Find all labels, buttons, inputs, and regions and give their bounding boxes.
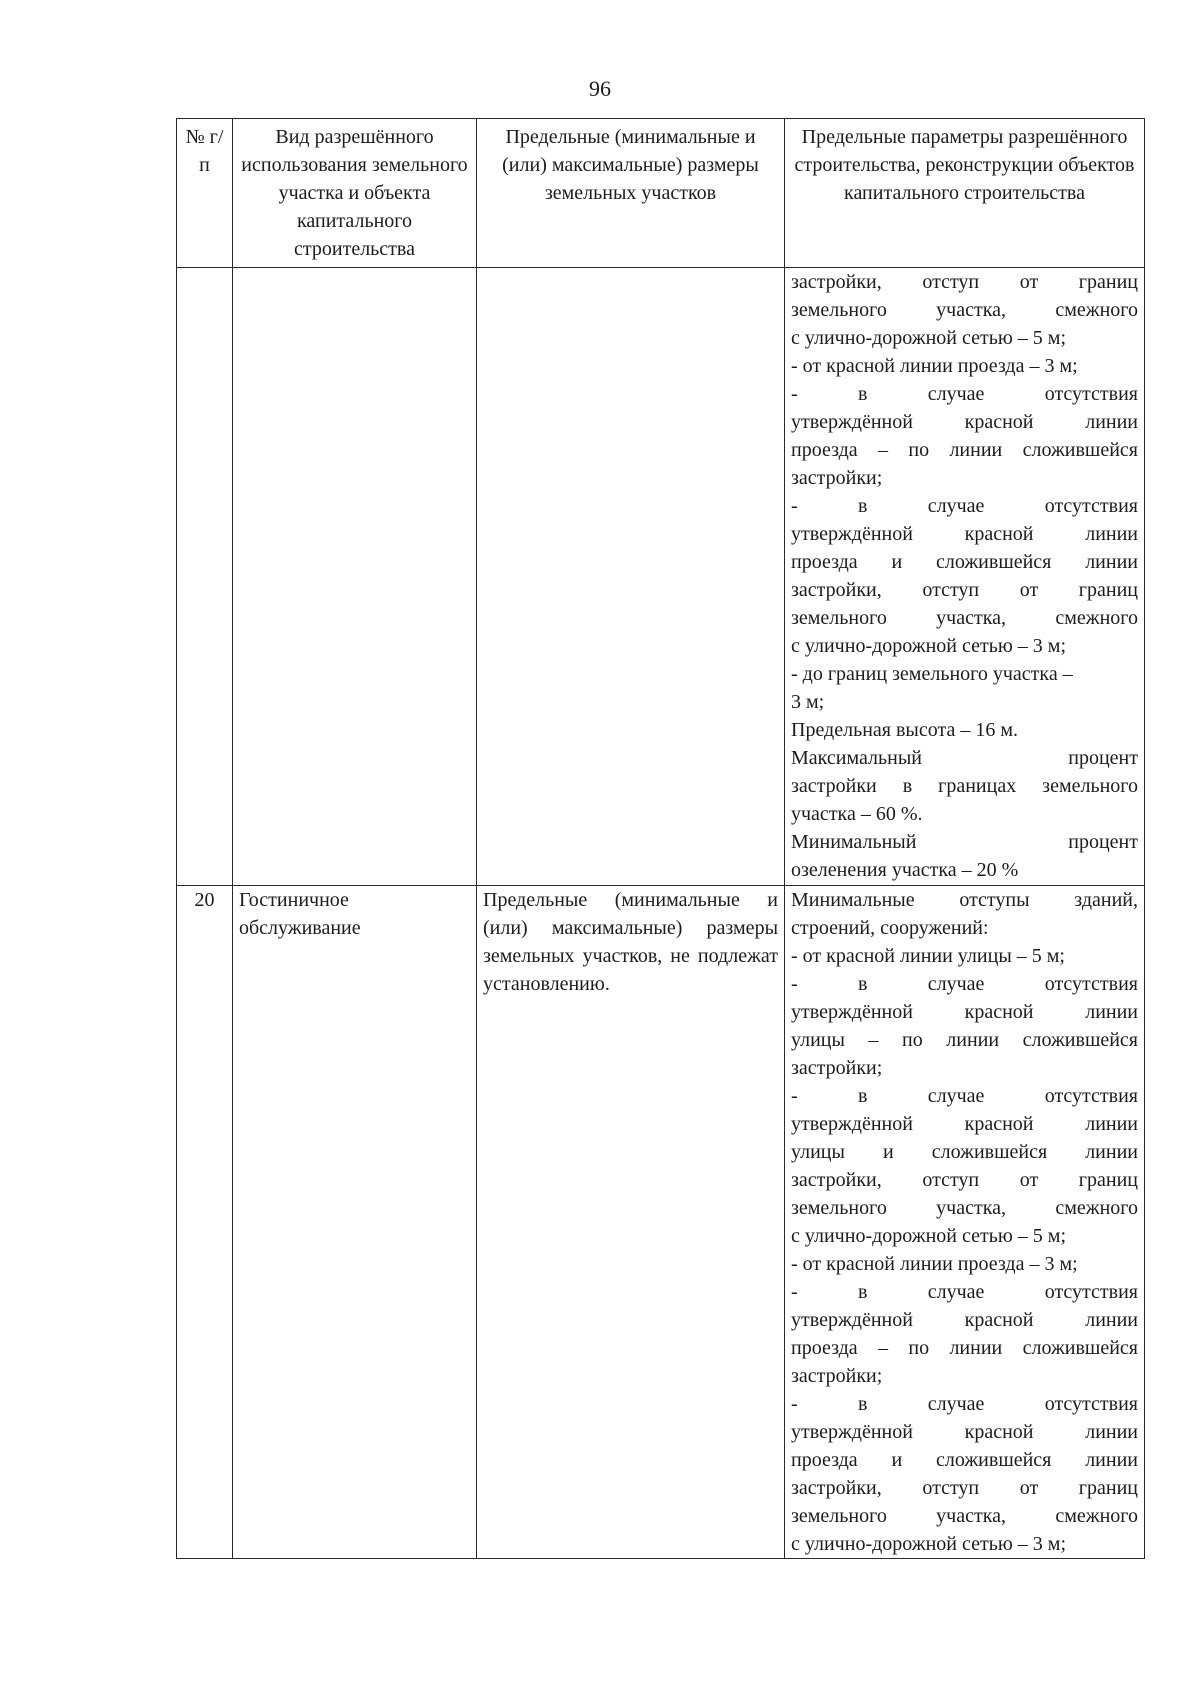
params-line: проезда – по линии сложившейся <box>791 1337 1138 1359</box>
params-line: улицы и сложившейся линии <box>791 1141 1138 1163</box>
params-line: - в случае отсутствия <box>791 973 1138 995</box>
params-line: застройки, отступ от границ <box>791 1477 1138 1499</box>
header-construction-params: Предельные параметры разрешённого строительства, реконструкции объектов капитального строительства <box>785 119 1145 268</box>
params-line: участка – 60 %. <box>791 803 923 825</box>
params-line: Минимальные отступы зданий, <box>791 889 1138 911</box>
params-line: - от красной линии улицы – 5 м; <box>791 945 1065 967</box>
page-number: 96 <box>589 76 611 101</box>
params-line: с улично-дорожной сетью – 3 м; <box>791 635 1067 657</box>
params-line: застройки в границах земельного <box>791 775 1138 797</box>
params-line: утверждённой красной линии <box>791 1309 1138 1331</box>
cell-sizes-continued <box>477 268 785 886</box>
params-line: застройки, отступ от границ <box>791 579 1138 601</box>
params-line: - в случае отсутствия <box>791 495 1138 517</box>
params-line: застройки, отступ от границ <box>791 1169 1138 1191</box>
params-line: - от красной линии проезда – 3 м; <box>791 355 1078 377</box>
params-line: застройки, отступ от границ <box>791 271 1138 293</box>
params-line: земельного участка, смежного <box>791 299 1138 321</box>
params-line: проезда и сложившейся линии <box>791 1449 1138 1471</box>
cell-use-type-continued <box>233 268 477 886</box>
params-line: земельного участка, смежного <box>791 1505 1138 1527</box>
params-line: с улично-дорожной сетью – 5 м; <box>791 1225 1067 1247</box>
header-number: № г/п <box>177 119 233 268</box>
params-line: строений, сооружений: <box>791 917 989 939</box>
params-line: земельного участка, смежного <box>791 607 1138 629</box>
params-line: Максимальный процент <box>791 747 1138 769</box>
params-line: застройки; <box>791 1365 883 1387</box>
params-line: - в случае отсутствия <box>791 383 1138 405</box>
params-line: утверждённой красной линии <box>791 523 1138 545</box>
params-line: озеленения участка – 20 % <box>791 859 1019 881</box>
params-line: Минимальный процент <box>791 831 1138 853</box>
params-line: проезда и сложившейся линии <box>791 551 1138 573</box>
params-line: 3 м; <box>791 691 825 713</box>
params-line: - в случае отсутствия <box>791 1393 1138 1415</box>
table-header-row <box>177 119 1145 268</box>
zoning-regulations-table <box>176 118 1145 1559</box>
params-line: утверждённой красной линии <box>791 1113 1138 1135</box>
params-line: Предельная высота – 16 м. <box>791 719 1019 741</box>
params-line: утверждённой красной линии <box>791 411 1138 433</box>
params-line: - в случае отсутствия <box>791 1281 1138 1303</box>
cell-sizes-20: Предельные (минимальные и (или) максимальные) размеры земельных участков, не подлежат установлению. <box>477 886 785 1559</box>
params-line: - до границ земельного участка – <box>791 663 1073 685</box>
header-plot-sizes: Предельные (минимальные и (или) максимальные) размеры земельных участков <box>477 119 785 268</box>
cell-params-continued <box>785 268 1145 886</box>
params-line: утверждённой красной линии <box>791 1001 1138 1023</box>
table-row-20 <box>177 886 1145 1559</box>
params-line: застройки; <box>791 467 883 489</box>
params-line: земельного участка, смежного <box>791 1197 1138 1219</box>
table-row-continued <box>177 268 1145 886</box>
cell-number-continued <box>177 268 233 886</box>
header-use-type: Вид разрешённого использования земельного участка и объекта капитального строительства <box>233 119 477 268</box>
params-line: с улично-дорожной сетью – 5 м; <box>791 327 1067 349</box>
cell-number-20: 20 <box>177 886 233 1559</box>
cell-params-20 <box>785 886 1145 1559</box>
params-line: - в случае отсутствия <box>791 1085 1138 1107</box>
params-line: застройки; <box>791 1057 883 1079</box>
params-line: улицы – по линии сложившейся <box>791 1029 1138 1051</box>
params-line: утверждённой красной линии <box>791 1421 1138 1443</box>
cell-use-type-20: Гостиничное обслуживание <box>233 886 477 1559</box>
params-line: проезда – по линии сложившейся <box>791 439 1138 461</box>
params-line: - от красной линии проезда – 3 м; <box>791 1253 1078 1275</box>
params-line: с улично-дорожной сетью – 3 м; <box>791 1533 1067 1555</box>
